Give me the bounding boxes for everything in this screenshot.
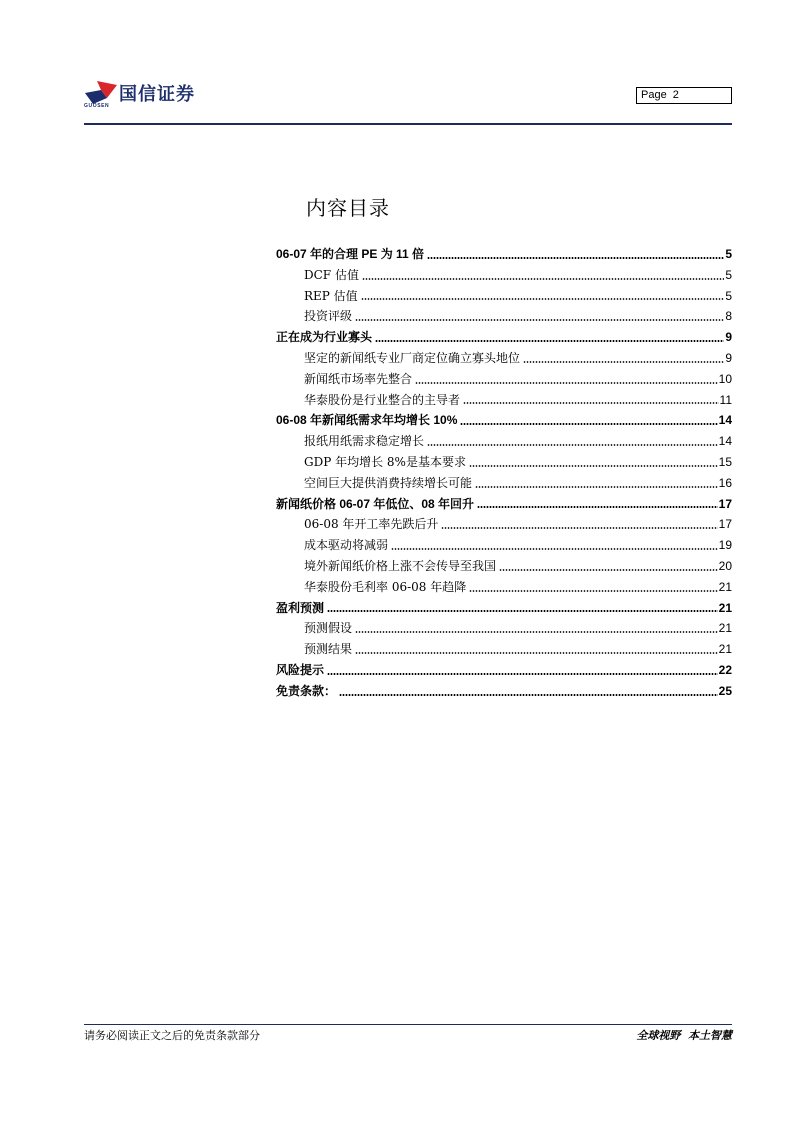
toc-title: 内容目录 <box>306 196 390 220</box>
toc-subsection-entry[interactable] <box>276 390 732 411</box>
toc-entry-title: 华泰股份是行业整合的主导者 <box>304 392 461 407</box>
toc-entry-page-number: 9 <box>725 330 732 345</box>
toc-subsection-entry[interactable] <box>276 473 732 494</box>
toc-list <box>276 244 732 702</box>
dot-leader <box>355 319 724 321</box>
toc-entry-title: 06-07 年的合理 PE 为 11 倍 <box>276 247 425 261</box>
toc-subsection-entry[interactable] <box>276 618 732 639</box>
dot-leader <box>441 527 717 529</box>
toc-entry-page-number: 19 <box>718 538 732 553</box>
dot-leader <box>339 694 718 696</box>
toc-entry-title: 空间巨大提供消费持续增长可能 <box>304 475 473 490</box>
dot-leader <box>391 548 718 550</box>
dot-leader <box>469 590 717 592</box>
toc-entry-title: 成本驱动将减弱 <box>304 538 389 553</box>
toc-entry-page-number: 22 <box>718 662 732 677</box>
toc-entry-page-number: 17 <box>718 517 732 532</box>
toc-entry-title: 预测结果 <box>304 642 353 657</box>
toc-entry-page-number: 16 <box>718 475 732 490</box>
toc-entry-page-number: 5 <box>725 247 732 261</box>
toc-entry-page-number: 21 <box>718 579 732 594</box>
dot-leader <box>355 631 718 633</box>
footer-disclaimer-note: 请务必阅读正文之后的免责条款部分 <box>84 1029 260 1042</box>
toc-subsection-entry[interactable] <box>276 639 732 660</box>
footer-slogan: 全球视野 本土智慧 <box>636 1029 732 1042</box>
toc-section-entry[interactable] <box>276 681 732 702</box>
dot-leader <box>375 340 724 342</box>
dot-leader <box>427 444 718 446</box>
brand-latin-name: GUOSEN <box>84 103 110 109</box>
toc-entry-title: 盈利预测 <box>276 600 325 615</box>
toc-entry-title: REP 估值 <box>304 288 358 303</box>
toc-subsection-entry[interactable] <box>276 431 732 452</box>
toc-subsection-entry[interactable] <box>276 286 732 307</box>
dot-leader <box>427 257 724 259</box>
toc-entry-title: 免责条款： <box>276 683 337 698</box>
dot-leader <box>475 486 718 488</box>
toc-entry-title: DCF 估值 <box>304 267 359 282</box>
dot-leader <box>327 673 718 675</box>
toc-subsection-entry[interactable] <box>276 348 732 369</box>
toc-entry-title: 预测假设 <box>304 621 353 636</box>
dot-leader <box>415 382 718 384</box>
toc-entry-title: 06-08 年新闻纸需求年均增长 10% <box>276 413 458 428</box>
page-number: 2 <box>672 89 679 101</box>
toc-entry-title: 华泰股份毛利率 06-08 年趋降 <box>304 579 467 594</box>
toc-subsection-entry[interactable] <box>276 514 732 535</box>
toc-section-entry[interactable] <box>276 660 732 681</box>
toc-entry-title: 投资评级 <box>304 309 353 324</box>
page-indicator <box>636 87 732 104</box>
dot-leader <box>361 298 725 300</box>
toc-entry-page-number: 15 <box>718 454 732 469</box>
brand-name: 国信证券 <box>119 84 195 105</box>
toc-entry-page-number: 5 <box>725 267 732 282</box>
toc-entry-page-number: 14 <box>718 413 732 428</box>
toc-section-entry[interactable] <box>276 327 732 348</box>
dot-leader <box>523 361 724 363</box>
toc-subsection-entry[interactable] <box>276 452 732 473</box>
dot-leader <box>460 423 717 425</box>
dot-leader <box>362 278 724 280</box>
toc-entry-title: 坚定的新闻纸专业厂商定位确立寡头地位 <box>304 350 521 365</box>
toc-section-entry[interactable] <box>276 598 732 619</box>
toc-entry-title: 境外新闻纸价格上涨不会传导至我国 <box>304 558 497 573</box>
toc-entry-title: GDP 年均增长 8%是基本要求 <box>304 454 466 469</box>
toc-subsection-entry[interactable] <box>276 535 732 556</box>
toc-subsection-entry[interactable] <box>276 577 732 598</box>
toc-entry-page-number: 20 <box>718 558 732 573</box>
toc-entry-page-number: 17 <box>718 496 732 511</box>
dot-leader <box>499 569 718 571</box>
dot-leader <box>477 506 718 508</box>
toc-entry-title: 新闻纸市场率先整合 <box>304 371 413 386</box>
toc-entry-page-number: 21 <box>718 600 732 615</box>
toc-entry-page-number: 21 <box>718 642 732 657</box>
dot-leader <box>469 465 718 467</box>
toc-entry-page-number: 11 <box>719 392 732 407</box>
toc-section-entry[interactable] <box>276 410 732 431</box>
toc-entry-title: 正在成为行业寡头 <box>276 330 373 345</box>
toc-entry-title: 新闻纸价格 06-07 年低位、08 年回升 <box>276 496 475 511</box>
toc-entry-title: 报纸用纸需求稳定增长 <box>304 434 425 449</box>
toc-section-entry[interactable] <box>276 494 732 515</box>
footer-divider <box>84 1024 732 1025</box>
header-divider <box>84 123 732 125</box>
toc-entry-page-number: 14 <box>718 434 732 449</box>
toc-entry-title: 风险提示 <box>276 662 325 677</box>
page-label: Page <box>641 89 667 101</box>
toc-subsection-entry[interactable] <box>276 556 732 577</box>
toc-entry-page-number: 10 <box>718 371 732 386</box>
toc-entry-page-number: 25 <box>718 683 732 698</box>
toc-subsection-entry[interactable] <box>276 306 732 327</box>
toc-entry-page-number: 9 <box>725 350 732 365</box>
dot-leader <box>327 610 718 612</box>
toc-entry-page-number: 5 <box>725 288 732 303</box>
toc-entry-title: 06-08 年开工率先跌后升 <box>304 517 439 532</box>
toc-entry-page-number: 21 <box>718 621 732 636</box>
toc-entry-page-number: 8 <box>725 309 732 324</box>
dot-leader <box>355 652 718 654</box>
toc-subsection-entry[interactable] <box>276 265 732 286</box>
toc-subsection-entry[interactable] <box>276 369 732 390</box>
toc-section-entry[interactable] <box>276 244 732 265</box>
dot-leader <box>463 402 719 404</box>
